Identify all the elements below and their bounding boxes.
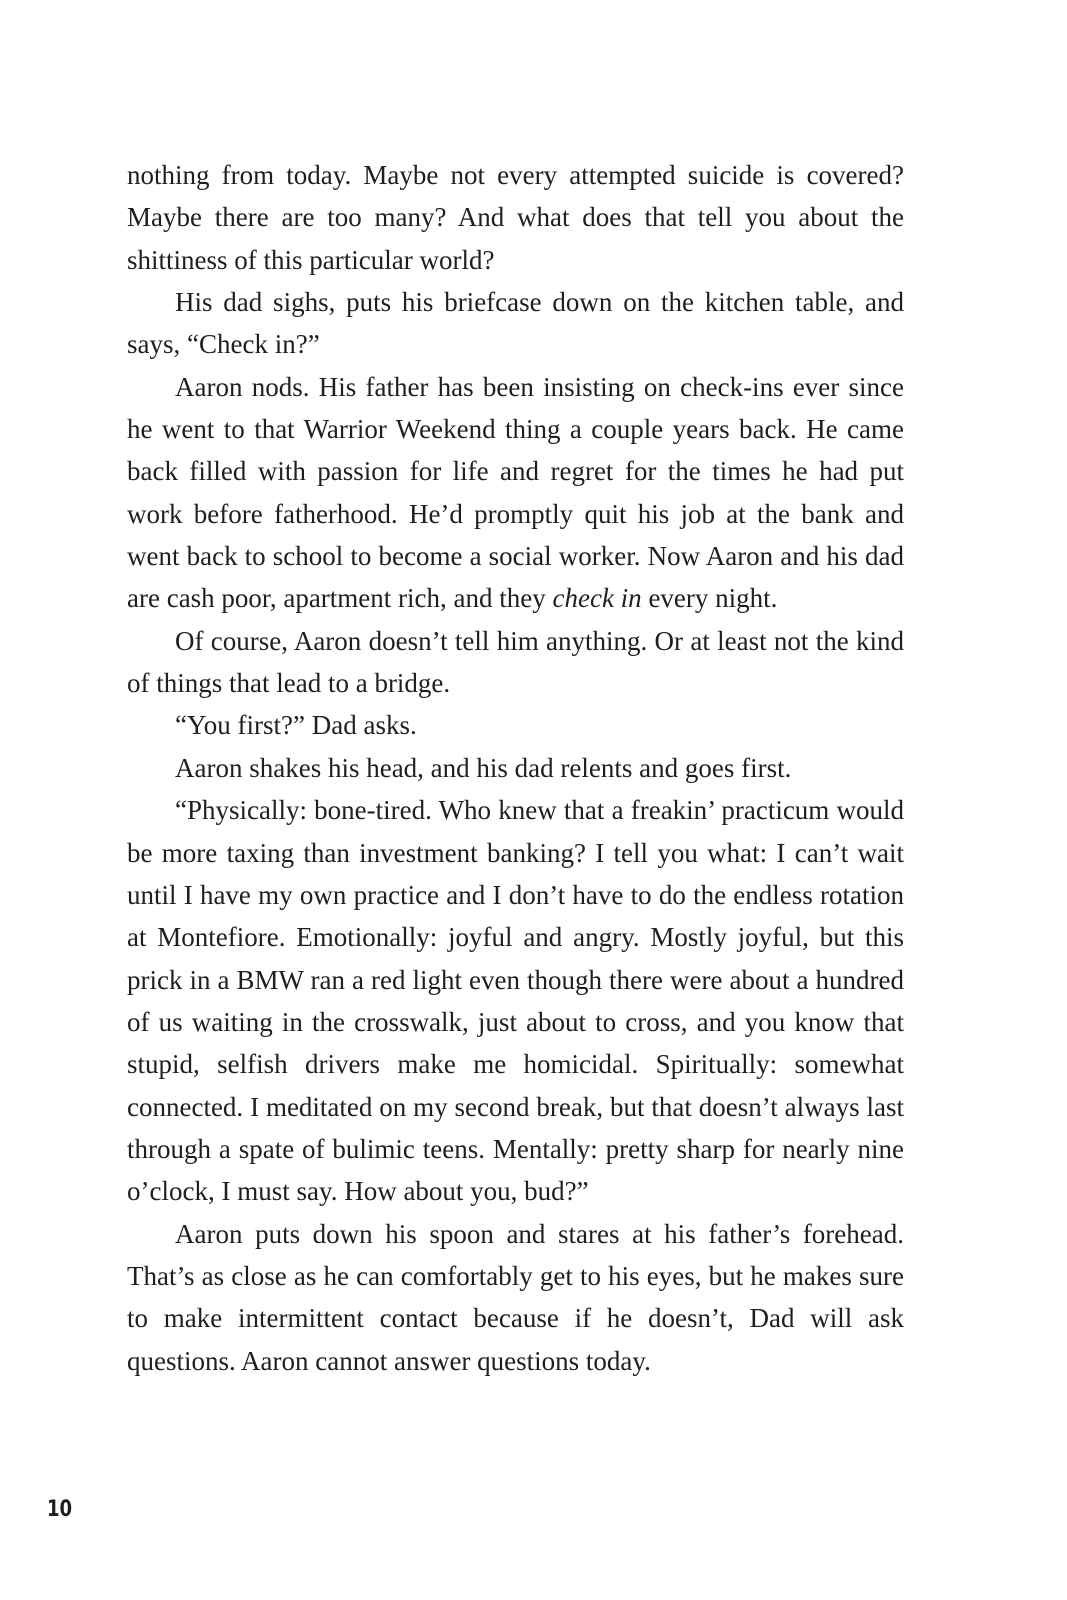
paragraph: “You first?” Dad asks. [175, 710, 417, 741]
paragraph-text: Aaron nods. His father has been insisting on check-ins ever since he went to that Warrior Weekend thing a couple years back. He came back filled with passion for life and regret for the times he had put work before fatherhood. He’d promptly quit his job at the bank and went back to school to become a social worker. Now Aaron and his dad are cash poor, apartment rich, and they [127, 371, 904, 614]
paragraph-dad-checkin: “Physically: bone-tired. Who knew that a freakin’ practicum would be more taxing than investment banking? I tell you what: I can’t wait until I have my own practice and I don’t have to do the endless rotation at Montefiore. Emotionally: joyful and angry. Mostly joyful, but this prick in a BMW ran a red light even though there were about a hundred of us waiting in the crosswalk, just about to cross, and you know that stupid, selfish drivers make me homicidal. Spiritually: somewhat connected. I meditated on my second break, but that doesn’t always last through a spate of bulimic teens. Mentally: pretty sharp for nearly nine o’clock, I must say. How about you, bud?” [127, 795, 904, 1207]
paragraph-check-ins [127, 366, 904, 620]
page-number: 10 [47, 1497, 73, 1522]
paragraph-text-end: every night. [648, 583, 778, 614]
body-text [127, 154, 904, 1382]
paragraph: Aaron puts down his spoon and stares at his father’s forehead. That’s as close as he can comfortably get to his eyes, but he makes sure to make intermittent contact because if he doesn’t, Dad will ask questions. Aaron cannot answer questions today. [127, 1218, 904, 1376]
paragraph-continued: nothing from today. Maybe not every attempted suicide is covered? Maybe there are too many? And what does that tell you about the shittiness of this particular world? [127, 160, 904, 275]
paragraph: Aaron shakes his head, and his dad relents and goes first. [175, 752, 792, 783]
paragraph: His dad sighs, puts his briefcase down on the kitchen table, and says, “Check in?” [127, 287, 904, 360]
paragraph: Of course, Aaron doesn’t tell him anything. Or at least not the kind of things that lead to a bridge. [127, 625, 904, 699]
italic-phrase: check in [552, 583, 642, 614]
